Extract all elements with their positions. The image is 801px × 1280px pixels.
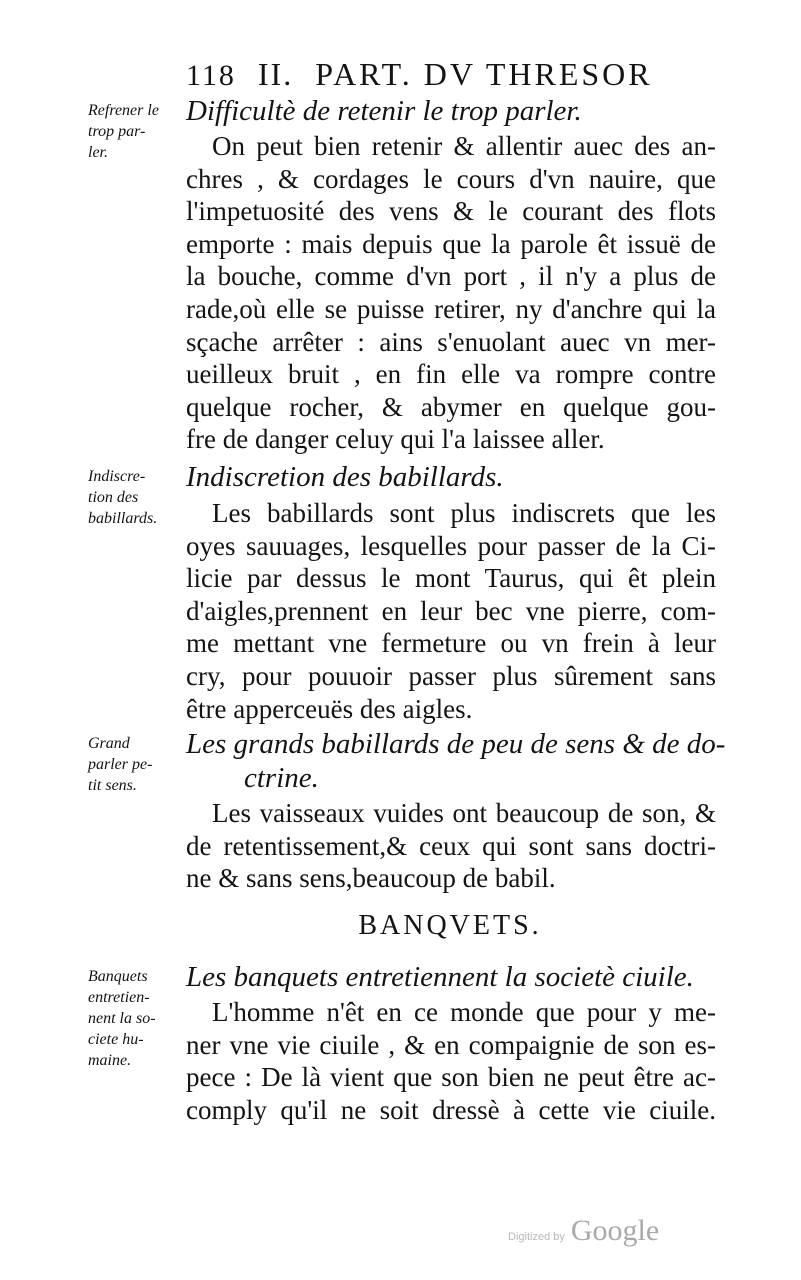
margin-note-refrener: Refrener le trop par- ler. [88, 102, 159, 161]
text-line: ner vne vie ciuile , & en compaignie de son es- [186, 1029, 716, 1060]
paragraph-banquets [186, 996, 716, 1126]
text-line: comply qu'il ne soit dressè à cette vie ciuile. [186, 1094, 716, 1125]
heading-banquets [186, 960, 726, 994]
heading-line: Les banquets entretiennent la societè ciuile. [186, 961, 694, 993]
heading-grands-babillards [186, 727, 726, 795]
heading-line: Difficultè de retenir le trop parler. [186, 95, 582, 127]
part-number: II. [257, 56, 294, 92]
digitized-watermark [508, 1214, 659, 1248]
text-line: l'impetuosité des vens & le courant des flots [186, 196, 716, 227]
text-line: cry, pour pouuoir passer plus sûrement sans [186, 660, 716, 691]
heading-line: ctrine. [244, 762, 319, 794]
paragraph-grands-babillards [186, 797, 716, 895]
text-line: être apperceuës des aigles. [186, 693, 473, 724]
margin-note-grand-parler: Grand parler pe- tit sens. [88, 735, 153, 794]
section-title-banquets: BANQVETS. [358, 910, 542, 941]
text-line: ueilleux bruit , en fin elle va rompre contre [186, 359, 716, 390]
text-line: rade,où elle se puisse retirer, ny d'anchre qui la [186, 293, 716, 324]
heading-line: Les grands babillards de peu de sens & de do- [186, 728, 726, 760]
google-logo: Google [570, 1214, 660, 1247]
text-line: d'aigles,prennent en leur bec vne pierre, com- [186, 595, 716, 626]
text-line: emporte : mais depuis que la parole êt issuë de [186, 228, 716, 259]
text-line: oyes sauuages, lesquelles pour passer de la Ci- [186, 530, 716, 561]
page-header [186, 56, 686, 96]
heading-indiscretion [186, 460, 726, 494]
text-line: de retentissement,& ceux qui sont sans doctri- [186, 830, 716, 861]
text-line: licie par dessus le mont Taurus, qui êt plein [186, 563, 716, 594]
paragraph-indiscretion [186, 497, 716, 725]
page-number: 118 [186, 59, 236, 92]
margin-note-indiscretion: Indiscre- tion des babillards. [88, 468, 158, 527]
text-line: L'homme n'êt en ce monde que pour y me- [212, 997, 716, 1027]
text-line: On peut bien retenir & allentir auec des an- [212, 131, 716, 161]
text-line: quelque rocher, & abymer en quelque gou- [186, 391, 716, 422]
watermark-prefix: Digitized by [508, 1231, 565, 1243]
heading-difficulte [186, 94, 726, 128]
text-line: pece : De là vient que son bien ne peut être ac- [186, 1062, 716, 1093]
text-line: fre de danger celuy qui l'a laissee aller. [186, 424, 605, 455]
running-title: PART. DV THRESOR [315, 56, 653, 92]
text-line: Les vaisseaux vuides ont beaucoup de son, & [212, 798, 716, 828]
paragraph-difficulte [186, 130, 716, 456]
text-line: Les babillards sont plus indiscrets que les [212, 498, 716, 528]
margin-note-banquets: Banquets entretien- nent la so- ciete hu- maine. [88, 968, 156, 1069]
text-line: sçache arrêter : ains s'enuolant auec vn mer- [186, 326, 716, 357]
text-line: la bouche, comme d'vn port , il n'y a plus de [186, 261, 716, 292]
text-line: me mettant vne fermeture ou vn frein à leur [186, 628, 716, 659]
text-line: chres , & cordages le cours d'vn nauire, que [186, 163, 716, 194]
text-line: ne & sans sens,beaucoup de babil. [186, 863, 556, 894]
heading-line: Indiscretion des babillards. [186, 461, 504, 493]
